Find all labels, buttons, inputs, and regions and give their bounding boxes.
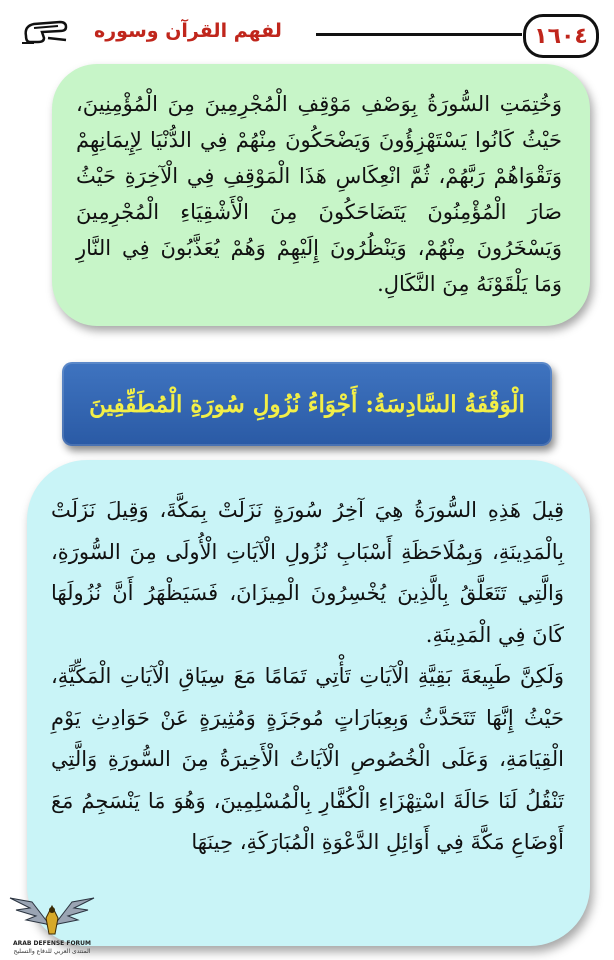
- eagle-emblem-icon: [2, 888, 102, 940]
- summary-box: [52, 64, 590, 326]
- page-number: ١٦٠٤: [523, 14, 599, 58]
- watermark-logo: [2, 888, 102, 958]
- summary-text: وَخُتِمَتِ السُّورَةُ بِوَصْفِ مَوْقِفِ الْمُجْرِمِينَ مِنَ الْمُؤْمِنِينَ، حَيْثُ كَانُوا يَسْتَهْزِؤُونَ وَيَضْحَكُونَ مِنْهُمْ فِي الدُّنْيَا لِإِيمَانِهِمْ وَتَقْوَاهُمْ رَبَّهُمْ، ثُمَّ انْعِكَاسِ هَذَا الْمَوْقِفِ فِي الْآخِرَةِ حَيْثُ صَارَ الْمُؤْمِنُونَ يَتَضَاحَكُونَ مِنَ الْأَشْقِيَاءِ الْمُجْرِمِينَ وَيَسْخَرُونَ مِنْهُمْ، وَيَنْظُرُونَ إِلَيْهِمْ وَهُمْ يُعَذَّبُونَ فِي النَّارِ وَمَا يَلْقَوْنَهُ مِنَ النَّكَالِ.: [76, 92, 562, 296]
- section-banner: [62, 362, 552, 446]
- content-box: [27, 460, 590, 946]
- pen-writing-icon: [20, 16, 70, 46]
- book-title: لفهم القرآن وسوره: [60, 20, 316, 42]
- watermark-subtitle: المنتدى العربي للدفاع والتسليح: [13, 948, 91, 955]
- page-header: [0, 0, 614, 60]
- watermark-title: ARAB DEFENSE FORUM: [12, 940, 92, 947]
- paragraph-2: وَلَكِنَّ طَبِيعَةَ بَقِيَّةِ الْآيَاتِ تَأْتِي تَمَامًا مَعَ سِيَاقِ الْآيَاتِ الْمَكِّيَّةِ، حَيْثُ إِنَّهَا تَتَحَدَّثُ وَبِعِبَارَاتٍ مُوجَزَةٍ وَمُثِيرَةٍ عَنْ حَوَادِثِ يَوْمِ الْقِيَامَةِ، وَعَلَى الْخُصُوصِ الْآيَاتُ الْأَخِيرَةُ مِنَ السُّورَةِ وَالَّتِي تَنْقُلُ لَنَا حَالَةَ اسْتِهْزَاءِ الْكُفَّارِ بِالْمُسْلِمِينَ، وَهُوَ مَا يَنْسَجِمُ مَعَ أَوْضَاعِ مَكَّةَ فِي أَوَائِلِ الدَّعْوَةِ الْمُبَارَكَةِ، حِينَهَا: [51, 664, 564, 854]
- section-title: الْوَقْفَةُ السَّادِسَةُ: أَجْوَاءُ نُزُولِ سُورَةِ الْمُطَفِّفِينَ: [89, 390, 525, 418]
- paragraph-1: قِيلَ هَذِهِ السُّورَةُ هِيَ آخِرُ سُورَةٍ نَزَلَتْ بِمَكَّةَ، وَقِيلَ نَزَلَتْ بِالْمَدِينَةِ، وَبِمُلَاحَظَةِ أَسْبَابِ نُزُولِ الْآيَاتِ الْأُولَى مِنَ السُّورَةِ، وَالَّتِي تَتَعَلَّقُ بِالَّذِينَ يُخْسِرُونَ الْمِيزَانَ، فَسَيَظْهَرُ أَنَّ نُزُولَهَا كَانَ فِي الْمَدِينَةِ.: [51, 498, 564, 647]
